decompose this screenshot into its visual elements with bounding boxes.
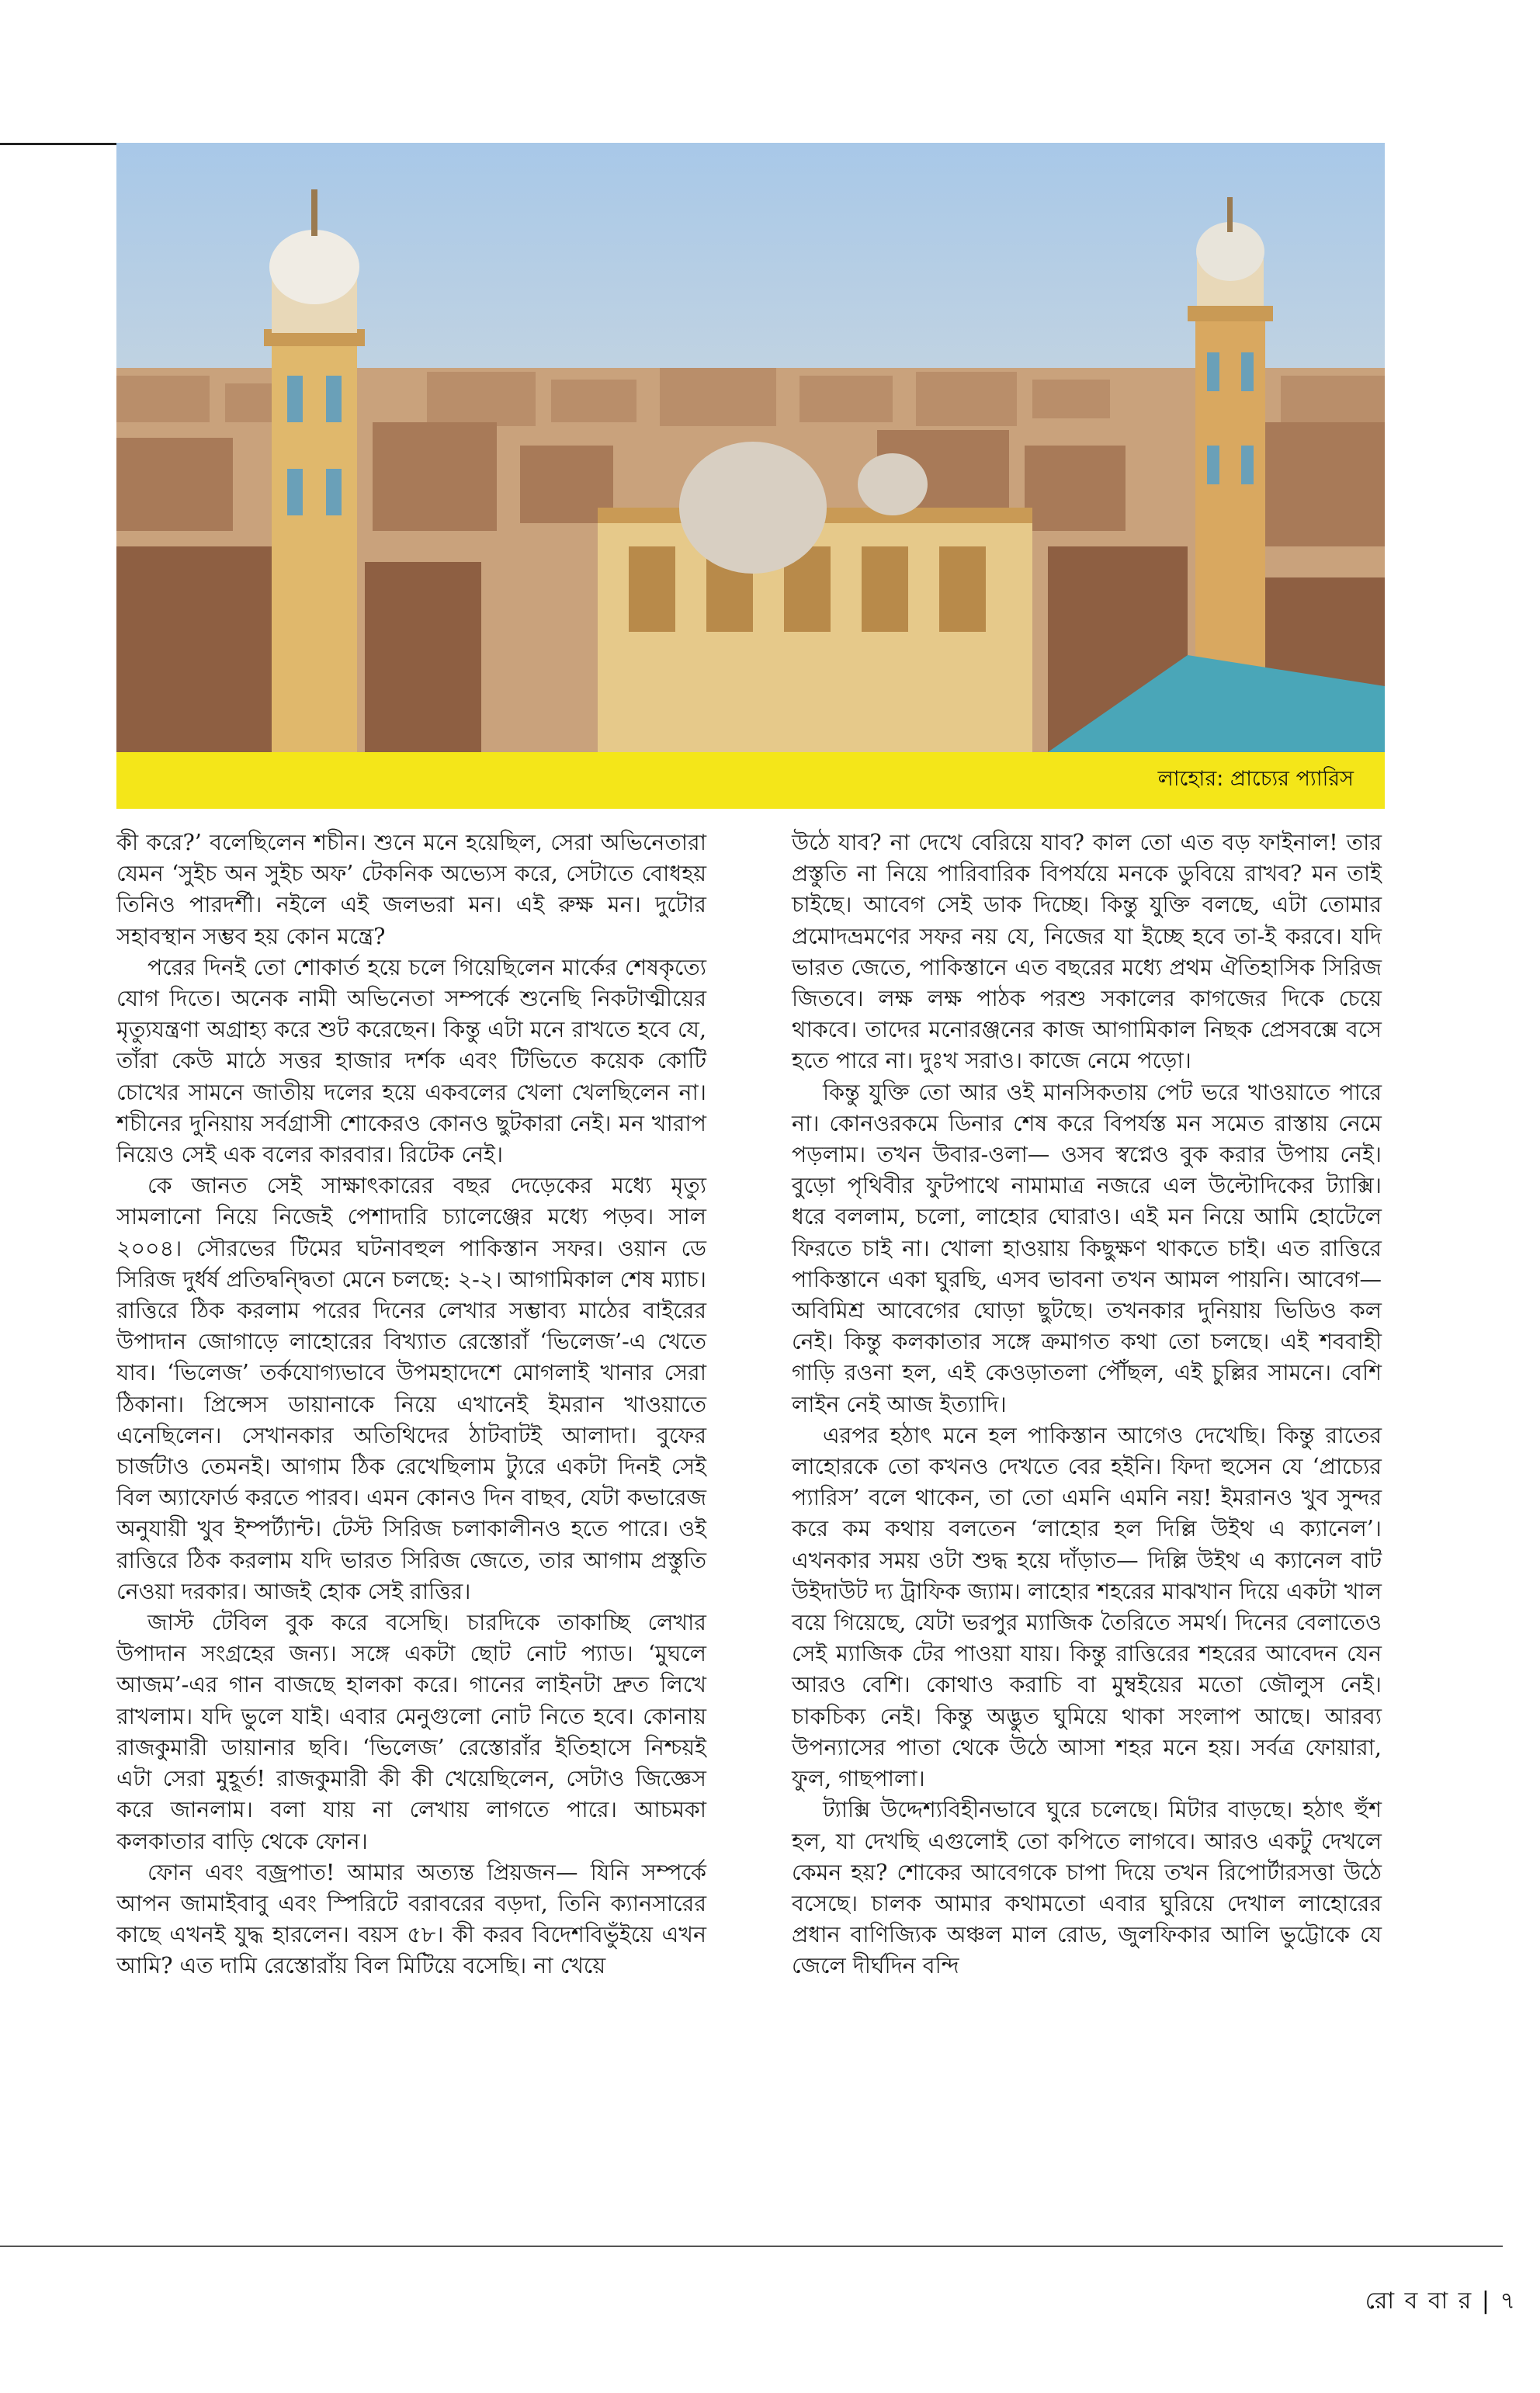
paragraph: কিন্তু যুক্তি তো আর ওই মানসিকতায় পেট ভরে খাওয়াতে পারে না। কোনওরকমে ডিনার শেষ করে বিপর্যস্ত মন সমেত রাস্তায় নেমে পড়লাম। তখন উবার-ওলা— ওসব স্বপ্নেও বুক করার উপায় নেই। বুড়ো পৃথিবীর ফুটপাথে নামামাত্র নজরে এল উল্টোদিকের ট্যাক্সি। ধরে বললাম, চলো, লাহোর ঘোরাও। এই মন নিয়ে আমি হোটেলে ফিরতে চাই না। খোলা হাওয়ায় কিছুক্ষণ থাকতে চাই। এত রাত্তিরে পাকিস্তানে একা ঘুরছি, এসব ভাবনা তখন আমল পায়নি। আবেগ— অবিমিশ্র আবেগের ঘোড়া ছুটছে। তখনকার দুনিয়ায় ভিডিও কল নেই। কিন্তু কলকাতার সঙ্গে ক্রমাগত কথা তো চলছে। এই শববাহী গাড়ি রওনা হল, এই কেওড়াতলা পৌঁছল, এই চুল্লির সামনে। বেশি লাইন নেই আজ ইত্যাদি।: [792, 1079, 1382, 1417]
lahore-skyline-illustration: [116, 143, 1385, 752]
lahore-photo: [116, 143, 1385, 752]
folio-separator: |: [1481, 2287, 1500, 2315]
paragraph: কে জানত সেই সাক্ষাৎকারের বছর দেড়েকের মধ্যে মৃত্যু সামলানো নিয়ে নিজেই পেশাদারি চ্যালেঞ্জের মধ্যে পড়ব। সাল ২০০৪। সৌরভের টিমের ঘটনাবহুল পাকিস্তান সফর। ওয়ান ডে সিরিজ দুর্ধর্ষ প্রতিদ্বন্দ্বিতা মেনে চলছে: ২-২। আগামিকাল শেষ ম্যাচ। রাত্তিরে ঠিক করলাম পরের দিনের লেখার সম্ভাব্য মাঠের বাইরের উপাদান জোগাড়ে লাহোরের বিখ্যাত রেস্তোরাঁ ‘ভিলেজ’-এ খেতে যাব। ‘ভিলেজ’ তর্কযোগ্যভাবে উপমহাদেশে মোগলাই খানার সেরা ঠিকানা। প্রিন্সেস ডায়ানাকে নিয়ে এখানেই ইমরান খাওয়াতে এনেছিলেন। সেখানকার অতিথিদের ঠাটবাটই আলাদা। বুফের চার্জটাও তেমনই। আগাম ঠিক রেখেছিলাম ট্যুরে একটা দিনই সেই বিল অ্যাফোর্ড করতে পারব। এমন কোনও দিন বাছব, যেটা কভারেজ অনুযায়ী খুব ইম্পর্ট্যান্ট। টেস্ট সিরিজ চলাকালীনও হতে পারে। ওই রাত্তিরে ঠিক করলাম যদি ভারত সিরিজ জেতে, তার আগাম প্রস্তুতি নেওয়া দরকার। আজই হোক সেই রাত্তির।: [116, 1173, 706, 1604]
article-column-right: [792, 827, 1382, 1982]
paragraph: কী করে?’ বলেছিলেন শচীন। শুনে মনে হয়েছিল, সেরা অভিনেতারা যেমন ‘সুইচ অন সুইচ অফ’ টেকনিক অভ্যেস করে, সেটাতে বোধহয় তিনিও পারদর্শী। নইলে এই জলভরা মন। এই রুক্ষ মন। দুটোর সহাবস্থান সম্ভব হয় কোন মন্ত্রে?: [116, 830, 706, 949]
photo-caption: লাহোর: প্রাচ্যের প্যারিস: [1157, 767, 1354, 791]
page-number: ৭: [1500, 2287, 1517, 2315]
top-rule: [0, 143, 116, 145]
paragraph: এরপর হঠাৎ মনে হল পাকিস্তান আগেও দেখেছি। কিন্তু রাতের লাহোরকে তো কখনও দেখতে বের হইনি। ফিদা হুসেন যে ‘প্রাচ্যের প্যারিস’ বলে থাকেন, তা তো এমনি এমনি নয়! ইমরানও খুব সুন্দর করে কম কথায় বলতেন ‘লাহোর হল দিল্লি উইথ এ ক্যানেল’। এখনকার সময় ওটা শুদ্ধ হয়ে দাঁড়াত— দিল্লি উইথ এ ক্যানেল বাট উইদাউট দ্য ট্রাফিক জ্যাম। লাহোর শহরের মাঝখান দিয়ে একটা খাল বয়ে গিয়েছে, যেটা ভরপুর ম্যাজিক তৈরিতে সমর্থ। দিনের বেলাতেও সেই ম্যাজিক টের পাওয়া যায়। কিন্তু রাত্তিরের শহরের আবেদন যেন আরও বেশি। কোথাও করাচি বা মুম্বইয়ের মতো জৌলুস নেই। চাকচিক্য নেই। কিন্তু অদ্ভুত ঘুমিয়ে থাকা সংলাপ আছে। আরব্য উপন্যাসের পাতা থেকে উঠে আসা শহর মনে হয়। সর্বত্র ফোয়ারা, ফুল, গাছপালা।: [792, 1422, 1382, 1792]
paragraph: ট্যাক্সি উদ্দেশ্যবিহীনভাবে ঘুরে চলেছে। মিটার বাড়ছে। হঠাৎ হুঁশ হল, যা দেখছি এগুলোই তো কপিতে লাগবে। আরও একটু দেখলে কেমন হয়? শোকের আবেগকে চাপা দিয়ে তখন রিপোর্টারসত্তা উঠে বসেছে। চালক আমার কথামতো এবার ঘুরিয়ে দেখাল লাহোরের প্রধান বাণিজ্যিক অঞ্চল মাল রোড, জুলফিকার আলি ভুট্টোকে যে জেলে দীর্ঘদিন বন্দি: [792, 1797, 1382, 1979]
bottom-rule: [0, 2246, 1503, 2247]
section-name: রো ব বা র: [1365, 2287, 1473, 2315]
paragraph: জাস্ট টেবিল বুক করে বসেছি। চারদিকে তাকাচ্ছি লেখার উপাদান সংগ্রহের জন্য। সঙ্গে একটা ছোট নোট প্যাড। ‘মুঘলে আজম’-এর গান বাজছে হালকা করে। গানের লাইনটা দ্রুত লিখে রাখলাম। যদি ভুলে যাই। এবার মেনুগুলো নোট নিতে হবে। কোনায় রাজকুমারী ডায়ানার ছবি। ‘ভিলেজ’ রেস্তোরাঁর ইতিহাসে নিশ্চয়ই এটা সেরা মুহূর্ত! রাজকুমারী কী কী খেয়েছিলেন, সেটাও জিজ্ঞেস করে জানলাম। বলা যায় না লেখায় লাগতে পারে। আচমকা কলকাতার বাড়ি থেকে ফোন।: [116, 1610, 706, 1854]
photo-block: [116, 143, 1385, 809]
page-folio: [1365, 2282, 1517, 2321]
article-column-left: [116, 827, 706, 1982]
paragraph: পরের দিনই তো শোকার্ত হয়ে চলে গিয়েছিলেন মার্কের শেষকৃত্যে যোগ দিতে। অনেক নামী অভিনেতা সম্পর্কে শুনেছি নিকটাত্মীয়ের মৃত্যুযন্ত্রণা অগ্রাহ্য করে শুট করেছেন। কিন্তু এটা মনে রাখতে হবে যে, তাঁরা কেউ মাঠে সত্তর হাজার দর্শক এবং টিভিতে কয়েক কোটি চোখের সামনে জাতীয় দলের হয়ে একবলের খেলা খেলছিলেন না। শচীনের দুনিয়ায় সর্বগ্রাসী শোকেরও কোনও ছুটকারা নেই। মন খারাপ নিয়েও সেই এক বলের কারবার। রিটেক নেই।: [116, 954, 706, 1168]
paragraph: উঠে যাব? না দেখে বেরিয়ে যাব? কাল তো এত বড় ফাইনাল! তার প্রস্তুতি না নিয়ে পারিবারিক বিপর্যয়ে মনকে ডুবিয়ে রাখব? মন তাই চাইছে। আবেগ সেই ডাক দিচ্ছে। কিন্তু যুক্তি বলছে, এটা তোমার প্রমোদভ্রমণের সফর নয় যে, নিজের যা ইচ্ছে হবে তা-ই করবে। যদি ভারত জেতে, পাকিস্তানে এত বছরের মধ্যে প্রথম ঐতিহাসিক সিরিজ জিতবে। লক্ষ লক্ষ পাঠক পরশু সকালের কাগজের দিকে চেয়ে থাকবে। তাদের মনোরঞ্জনের কাজ আগামিকাল নিছক প্রেসবক্সে বসে হতে পারে না। দুঃখ সরাও। কাজে নেমে পড়ো।: [792, 830, 1382, 1074]
paragraph: ফোন এবং বজ্রপাত! আমার অত্যন্ত প্রিয়জন— যিনি সম্পর্কে আপন জামাইবাবু এবং স্পিরিটে বরাবরের বড়দা, তিনি ক্যানসারের কাছে এখনই যুদ্ধ হারলেন। বয়স ৫৮। কী করব বিদেশবিভুঁইয়ে এখন আমি? এত দামি রেস্তোরাঁয় বিল মিটিয়ে বসেছি। না খেয়ে: [116, 1859, 706, 1979]
